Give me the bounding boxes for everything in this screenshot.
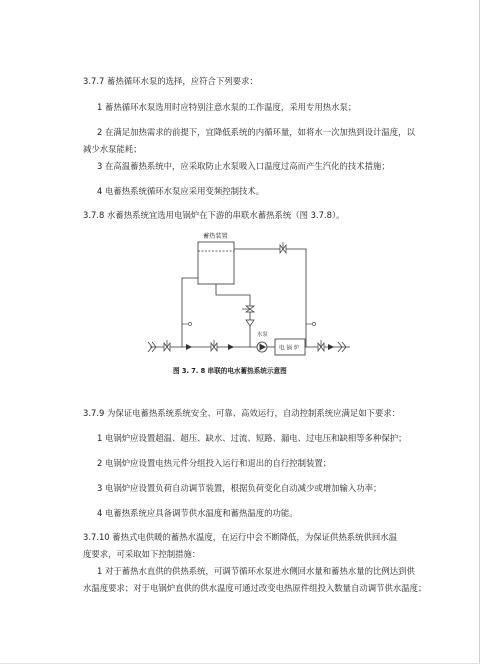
section-3-7-9-item-4: 4 电蓄热系统应具备调节供水温度和蓄热温度的功能。 — [97, 508, 298, 518]
section-3-7-9-item-1: 1 电锅炉应设置超温、超压、缺水、过流、短路、漏电、过电压和缺相等多种保护； — [97, 433, 407, 443]
section-3-7-10-heading-line-2: 度要求，可采取如下控制措施： — [83, 549, 201, 559]
pipe-tank-bottom — [216, 284, 250, 347]
section-3-7-7-item-3: 3 在高温蓄热系统中，应采取防止水泵吸入口温度过高而产生汽化的技术措施； — [97, 161, 390, 171]
pipe-left-loop — [182, 278, 198, 347]
section-3-7-7-item-1: 1 蓄热循环水泵选用时应特别注意水泵的工作温度，采用专用热水泵； — [97, 102, 357, 112]
storage-tank — [198, 242, 234, 284]
section-3-7-10-item-1-line-2: 水温度要求；对于电锅炉直供的供水温度可通过改变电热原件组投入数量自动调节供水温度； — [83, 583, 427, 593]
section-3-7-10-heading-line-1: 3.7.10 蓄热式电供暖的蓄热水温度，在运行中会不断降低，为保证供热系统供回水温 — [83, 532, 398, 542]
system-diagram — [0, 228, 480, 373]
tank-label: 蓄热装置 — [203, 233, 228, 240]
section-3-7-7-item-2-cont: 减少水泵能耗； — [83, 144, 142, 154]
section-3-7-9-item-3: 3 电锅炉应设置负荷自动调节装置，根据负荷变化自动减少或增加输入功率； — [97, 483, 382, 493]
section-3-7-9-heading: 3.7.9 为保证电蓄热系统系统安全、可靠、高效运行，自动控制系统应满足如下要求： — [83, 408, 401, 418]
section-3-7-9-item-2: 2 电锅炉应设置电热元件分组投入运行和退出的自行控制装置； — [97, 458, 332, 468]
pump-label: 水泵 — [257, 332, 268, 338]
section-3-7-7-heading: 3.7.7 蓄热循环水泵的选择，应符合下列要求： — [83, 76, 258, 86]
section-3-7-10-item-1-line-1: 1 对于蓄热水直供的供热系统，可调节循环水泵进水侧回水量和蓄热水量的比例达到供 — [97, 566, 415, 576]
section-3-7-7-item-4: 4 电蓄热系统循环水泵应采用变频控制技术。 — [97, 186, 265, 196]
check-valve — [246, 320, 254, 326]
section-3-7-7-item-2: 2 在满足加热需求的前提下，宜降低系统的内循环量，如将水一次加热到设计温度，以 — [97, 127, 415, 137]
section-3-7-8-text: 3.7.8 水蓄热系统宜选用电锅炉在下游的串联水蓄热系统（图 3.7.8）。 — [83, 210, 345, 220]
boiler-label: 电 锅 炉 — [279, 345, 300, 352]
figure-caption: 图 3. 7. 8 串联的电水蓄热系统示意图 — [173, 367, 287, 375]
pipe-tank-top — [234, 249, 306, 347]
